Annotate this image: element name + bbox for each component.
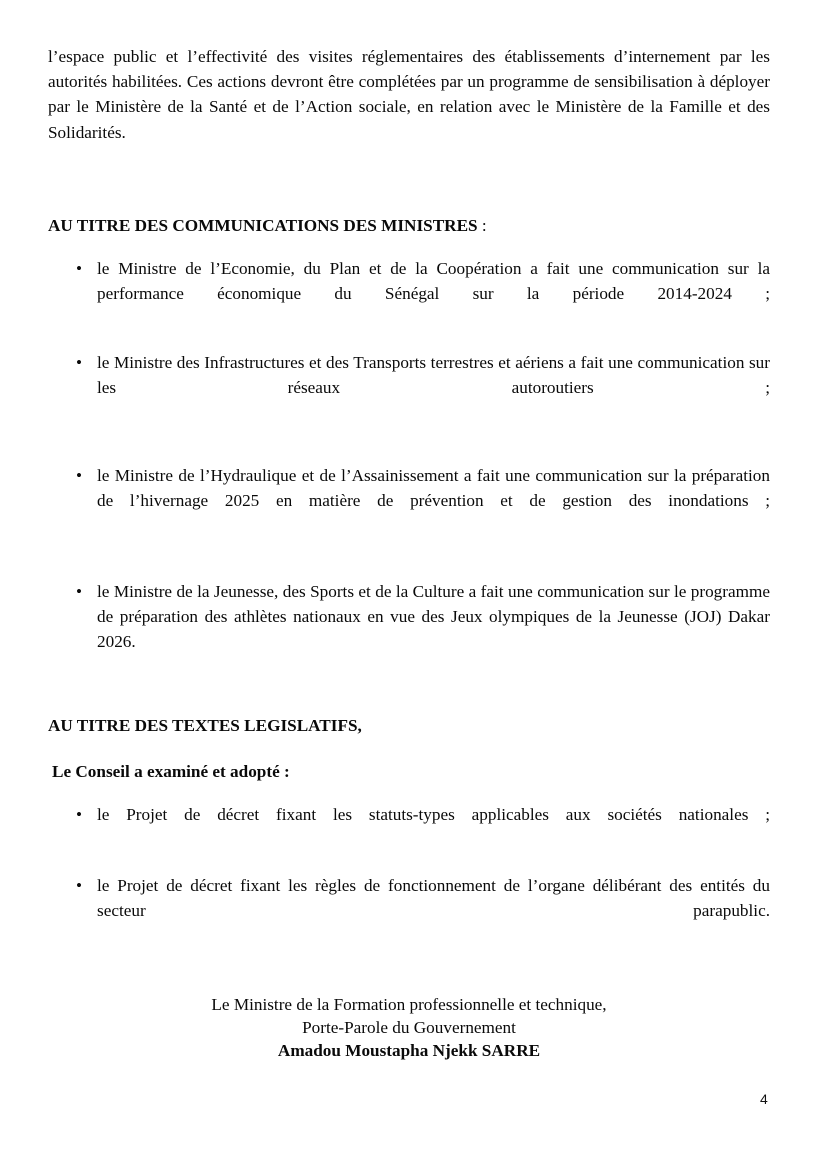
subheading-conseil-adopte: Le Conseil a examiné et adopté : [52,761,290,781]
bullet-icon: • [76,804,83,824]
communications-bullet-list [48,256,770,680]
signature-block [48,993,770,1062]
signature-name: Amadou Moustapha Njekk SARRE [277,1040,541,1060]
signature-title-line2: Porte-Parole du Gouvernement [302,1017,516,1037]
page-content [48,44,770,1062]
list-item-text: le Projet de décret fixant les statuts-types applicables aux sociétés nationales ; [97,804,770,824]
list-item [48,256,770,332]
section-heading-communications-text: AU TITRE DES COMMUNICATIONS DES MINISTRES [48,216,478,236]
signature-title-line1: Le Ministre de la Formation professionnelle et technique, [211,994,607,1014]
spacer [48,170,770,214]
list-item [48,579,770,680]
list-item [48,463,770,539]
list-item [48,350,770,426]
spacer [48,738,770,760]
spacer [48,238,770,256]
bullet-icon: • [76,581,83,601]
section-heading-textes-legislatifs [48,714,770,738]
list-item-text: le Ministre des Infrastructures et des Transports terrestres et aériens a fait une communication sur les réseaux autoroutiers ; [97,352,770,397]
list-item [48,873,770,949]
section-heading-textes-legislatifs-text: AU TITRE DES TEXTES LEGISLATIFS, [48,715,362,735]
section-heading-communications [48,214,770,238]
page-number: 4 [760,1091,768,1107]
textes-legislatifs-bullet-list [48,802,770,949]
list-item-text: le Projet de décret fixant les règles de fonctionnement de l’organe délibérant des entités du secteur parapublic. [97,876,770,921]
list-item-text: le Ministre de l’Hydraulique et de l’Assainissement a fait une communication sur la préparation de l’hivernage 2025 en matière de prévention et de gestion des inondations ; [97,466,770,511]
bullet-icon: • [76,352,83,372]
bullet-icon: • [76,259,83,279]
list-item [48,802,770,852]
list-item-text: le Ministre de l’Economie, du Plan et de la Coopération a fait une communication sur la performance économique du Sénégal sur la période 2014-2024 ; [97,259,770,304]
spacer [48,680,770,714]
spacer [48,784,770,802]
list-item-text: le Ministre de la Jeunesse, des Sports et de la Culture a fait une communication sur le programme de préparation des athlètes nationaux en vue des Jeux olympiques de la Jeunesse (JOJ) Dakar 2026. [97,581,770,652]
intro-paragraph: l’espace public et l’effectivité des visites réglementaires des établissements d’internement par les autorités habilitées. Ces actions devront être complétées par un programme de sensibilisation à déployer par le Ministère de la Santé et de l’Action sociale, en relation avec le Ministère de la Famille et des Solidarités. [48,47,770,142]
section-heading-communications-suffix: : [477,216,487,236]
bullet-icon: • [76,876,83,896]
spacer [48,949,770,993]
bullet-icon: • [76,466,83,486]
